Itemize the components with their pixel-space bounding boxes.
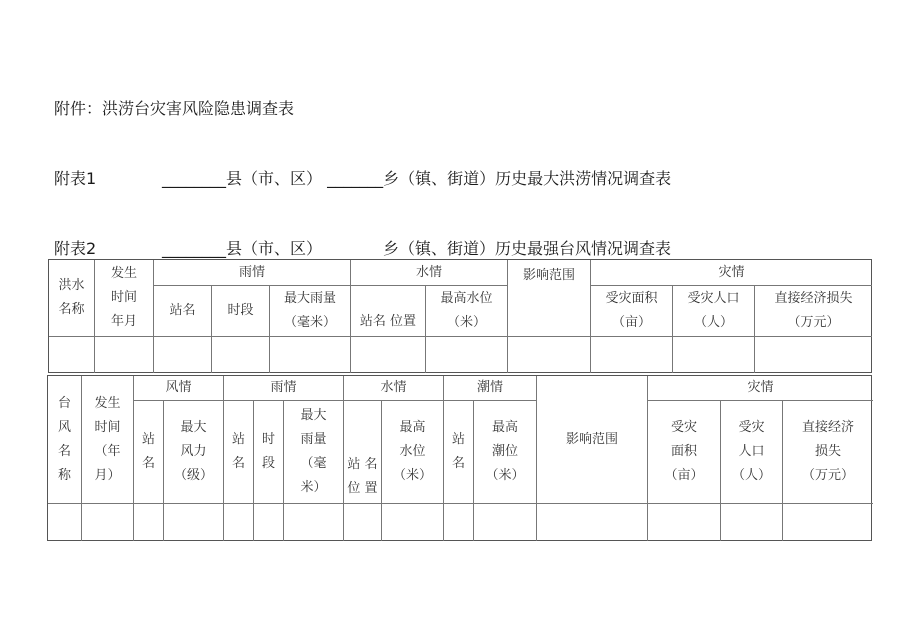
- table-cell: [82, 504, 134, 541]
- table-cell: [382, 504, 444, 541]
- header-tide: 潮情: [444, 376, 537, 401]
- header-time: 发生 时间 （年 月）: [82, 376, 134, 504]
- header-disaster: 灾情: [591, 260, 872, 286]
- header-max-wind: 最大 风力 （级）: [164, 401, 224, 504]
- table-cell: [721, 504, 783, 541]
- table-cell: [474, 504, 537, 541]
- header-max-level: 最高水位 （米）: [426, 286, 508, 337]
- header-rain-station: 站 名: [224, 401, 254, 504]
- table-cell: [95, 337, 154, 373]
- header-max-tide: 最高 潮位 （米）: [474, 401, 537, 504]
- table-cell: [351, 337, 426, 373]
- table1-label: 附表1: [54, 169, 97, 188]
- header-wind: 风情: [134, 376, 224, 401]
- table-cell: [444, 504, 474, 541]
- header-station: 站名: [154, 286, 212, 337]
- header-water: 水情: [344, 376, 444, 401]
- header-affected-people: 受灾人口 （人）: [673, 286, 755, 337]
- header-station-location: 站名 位置: [351, 286, 426, 337]
- header-period: 时 段: [254, 401, 284, 504]
- table-cell: [270, 337, 351, 373]
- table-cell: [284, 504, 344, 541]
- header-affected-area: 受灾 面积 （亩）: [648, 401, 721, 504]
- header-affected-people: 受灾 人口 （人）: [721, 401, 783, 504]
- table1-title: ________县（市、区） _______乡（镇、街道）历史最大洪涝情况调查表: [162, 169, 672, 188]
- typhoon-survey-table: [47, 375, 872, 541]
- header-flood-name: 洪水 名称: [49, 260, 95, 337]
- header-affected-area: 受灾面积 （亩）: [591, 286, 673, 337]
- header-max-rain: 最大雨量 （毫米）: [270, 286, 351, 337]
- table-cell: [648, 504, 721, 541]
- header-disaster: 灾情: [648, 376, 873, 401]
- header-economic-loss: 直接经济 损失 （万元）: [783, 401, 873, 504]
- table-cell: [49, 337, 95, 373]
- table-cell: [591, 337, 673, 373]
- table-cell: [426, 337, 508, 373]
- header-period: 时段: [212, 286, 270, 337]
- header-station-location: 站 名 位 置: [344, 401, 382, 504]
- attachment-title: 附件：洪涝台灾害风险隐患调查表: [54, 99, 295, 118]
- table-cell: [48, 504, 82, 541]
- table-cell: [673, 337, 755, 373]
- table-cell: [254, 504, 284, 541]
- table2-label: 附表2: [54, 239, 97, 258]
- header-scope: 影响范围: [508, 260, 591, 337]
- header-rain: 雨情: [154, 260, 351, 286]
- table-cell: [212, 337, 270, 373]
- table-cell: [154, 337, 212, 373]
- header-wind-station: 站 名: [134, 401, 164, 504]
- table-cell: [224, 504, 254, 541]
- table-cell: [344, 504, 382, 541]
- table-cell: [134, 504, 164, 541]
- header-typhoon-name: 台 风 名 称: [48, 376, 82, 504]
- table-cell: [508, 337, 591, 373]
- table-cell: [164, 504, 224, 541]
- flood-survey-table: [48, 259, 872, 373]
- table-cell: [537, 504, 648, 541]
- table-cell: [755, 337, 872, 373]
- header-water: 水情: [351, 260, 508, 286]
- header-rain: 雨情: [224, 376, 344, 401]
- table2-title: ________县（市、区） 乡（镇、街道）历史最强台风情况调查表: [162, 239, 672, 258]
- header-max-level: 最高 水位 （米）: [382, 401, 444, 504]
- header-tide-station: 站 名: [444, 401, 474, 504]
- header-scope: 影响范围: [537, 376, 648, 504]
- header-max-rain: 最大 雨量 （毫 米）: [284, 401, 344, 504]
- header-time: 发生 时间 年月: [95, 260, 154, 337]
- header-economic-loss: 直接经济损失 （万元）: [755, 286, 872, 337]
- table-cell: [783, 504, 873, 541]
